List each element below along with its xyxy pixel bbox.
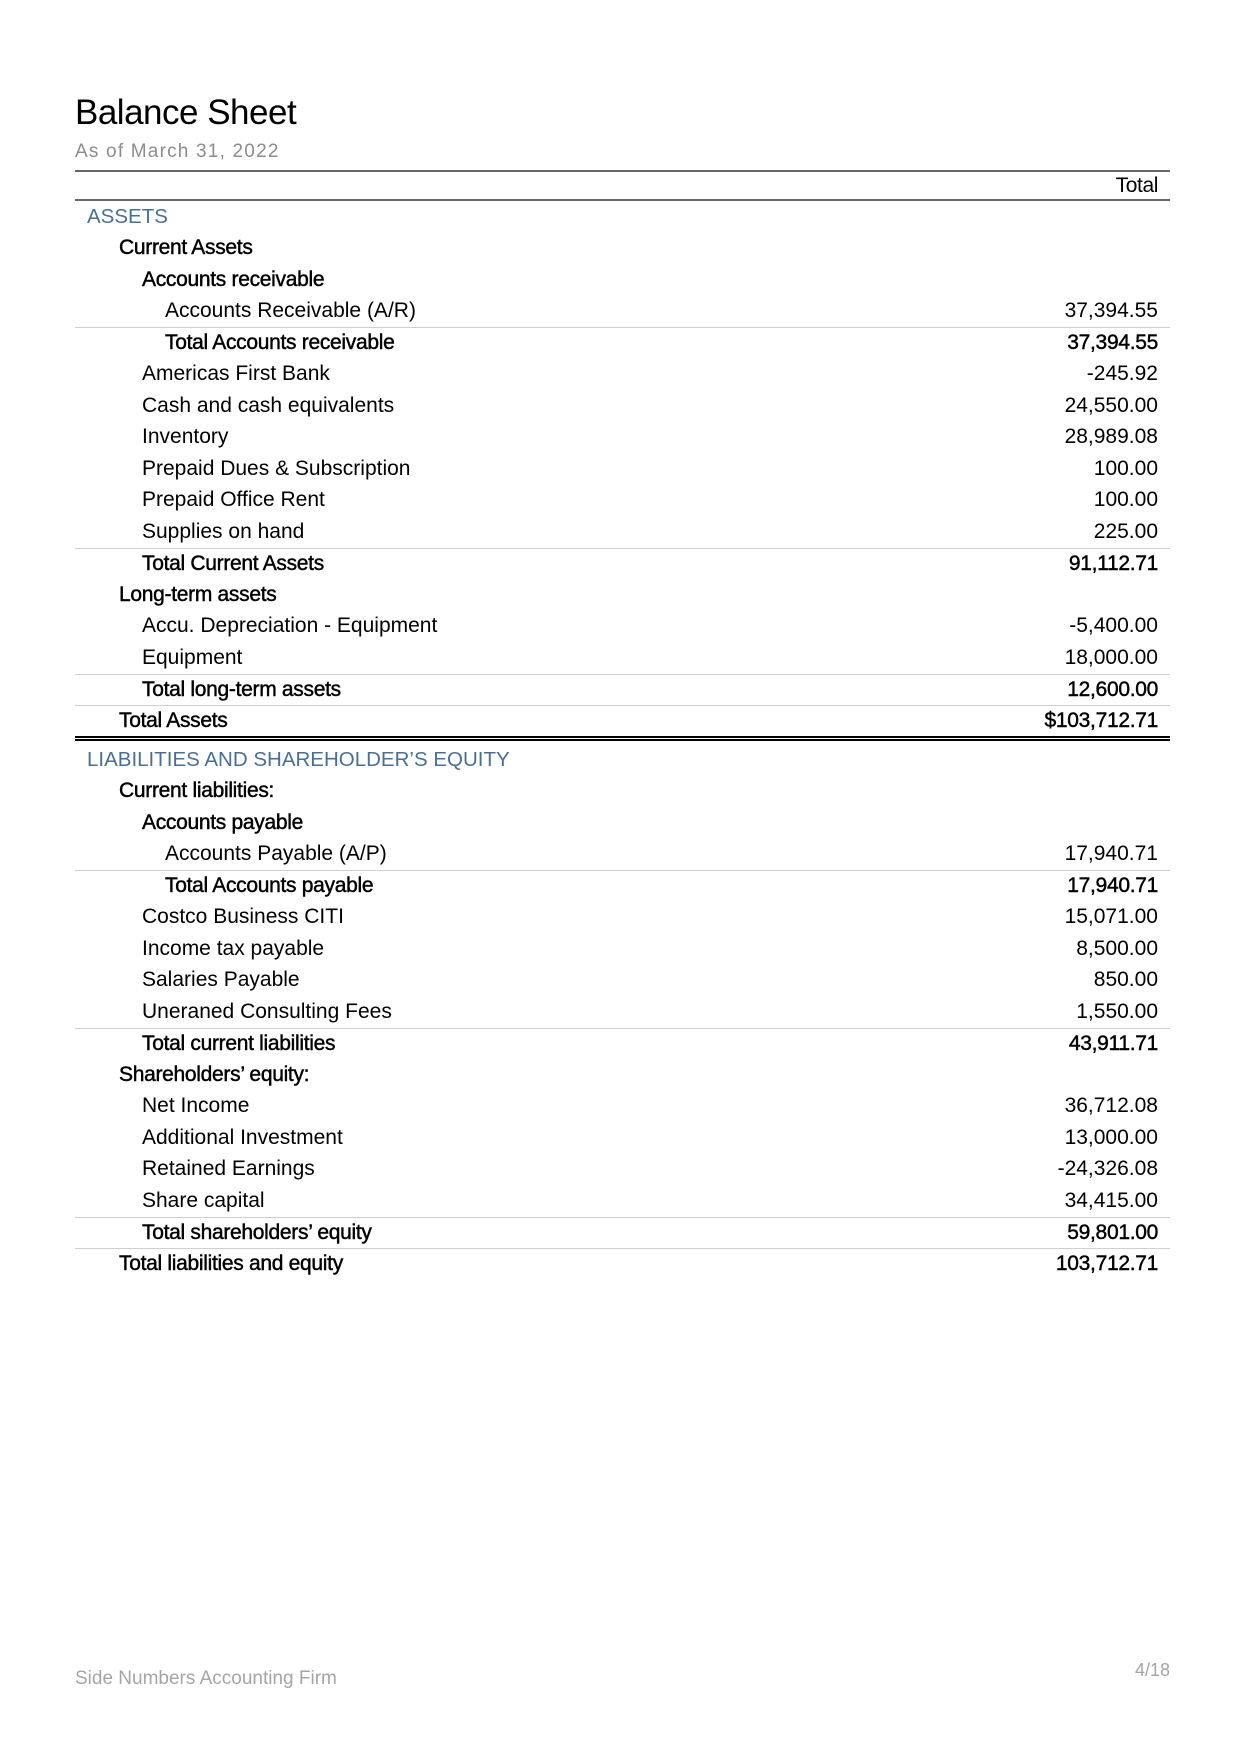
line-item-row bbox=[75, 642, 1170, 674]
row-label: Retained Earnings bbox=[142, 1157, 315, 1181]
row-amount: $103,712.71 bbox=[1044, 709, 1158, 732]
row-amount: -5,400.00 bbox=[1069, 614, 1158, 638]
total-row bbox=[75, 705, 1170, 741]
group-heading-row bbox=[75, 776, 1170, 808]
total-row bbox=[75, 1217, 1170, 1249]
row-label: Uneraned Consulting Fees bbox=[142, 999, 392, 1023]
page-subtitle: As of March 31, 2022 bbox=[75, 141, 280, 162]
row-label: LIABILITIES AND SHAREHOLDER’S EQUITY bbox=[87, 747, 510, 771]
row-label: Accounts Payable (A/P) bbox=[165, 842, 387, 866]
row-amount: 59,801.00 bbox=[1067, 1220, 1158, 1244]
line-item-row bbox=[75, 516, 1170, 548]
line-item-row bbox=[75, 1091, 1170, 1123]
row-label: Total Assets bbox=[119, 709, 228, 732]
line-item-row bbox=[75, 839, 1170, 871]
row-amount: -24,326.08 bbox=[1057, 1157, 1158, 1181]
row-label: Long-term assets bbox=[119, 582, 277, 606]
row-amount: 100.00 bbox=[1093, 456, 1158, 480]
column-header-row bbox=[75, 170, 1170, 201]
section-heading-row bbox=[75, 744, 1170, 776]
footer-firm-name: Side Numbers Accounting Firm bbox=[75, 1668, 337, 1689]
row-label: Inventory bbox=[142, 425, 229, 449]
row-amount: 24,550.00 bbox=[1064, 393, 1158, 417]
row-label: Total Accounts payable bbox=[165, 874, 374, 898]
row-label: Equipment bbox=[142, 645, 243, 669]
row-amount: 43,911.71 bbox=[1068, 1031, 1158, 1055]
row-label: Share capital bbox=[142, 1188, 265, 1212]
row-label: Total long-term assets bbox=[142, 677, 341, 701]
row-amount: 13,000.00 bbox=[1064, 1125, 1158, 1149]
line-item-row bbox=[75, 1154, 1170, 1186]
row-label: Salaries Payable bbox=[142, 968, 300, 992]
row-label: Total liabilities and equity bbox=[119, 1252, 343, 1276]
total-row bbox=[75, 548, 1170, 580]
row-amount: 8,500.00 bbox=[1076, 936, 1158, 960]
line-item-row bbox=[75, 485, 1170, 517]
row-label: Current liabilities: bbox=[119, 779, 275, 803]
report-rows bbox=[75, 201, 1170, 1280]
row-label: Income tax payable bbox=[142, 936, 325, 960]
row-label: Total current liabilities bbox=[142, 1031, 336, 1055]
total-row bbox=[75, 1248, 1170, 1280]
total-row bbox=[75, 674, 1170, 706]
row-label: Shareholders’ equity: bbox=[119, 1062, 310, 1086]
page-title: Balance Sheet bbox=[75, 93, 297, 132]
row-amount: 100.00 bbox=[1093, 488, 1158, 512]
row-label: Supplies on hand bbox=[142, 519, 305, 543]
row-label: Net Income bbox=[142, 1094, 250, 1118]
column-header-total: Total bbox=[1115, 173, 1158, 197]
row-amount: 15,071.00 bbox=[1064, 905, 1158, 929]
row-label: Prepaid Office Rent bbox=[142, 488, 325, 512]
group-heading-row bbox=[75, 807, 1170, 839]
row-label: Additional Investment bbox=[142, 1125, 343, 1149]
total-row bbox=[75, 1028, 1170, 1060]
group-heading-row bbox=[75, 1059, 1170, 1091]
row-label: Americas First Bank bbox=[142, 362, 330, 386]
group-heading-row bbox=[75, 264, 1170, 296]
row-amount: -245.92 bbox=[1086, 362, 1158, 386]
row-label: Cash and cash equivalents bbox=[142, 393, 395, 417]
line-item-row bbox=[75, 996, 1170, 1028]
row-label: Accu. Depreciation - Equipment bbox=[142, 614, 438, 638]
line-item-row bbox=[75, 902, 1170, 934]
total-row bbox=[75, 327, 1170, 359]
row-amount: 850.00 bbox=[1093, 968, 1158, 992]
row-label: Current Assets bbox=[119, 236, 253, 260]
row-amount: 28,989.08 bbox=[1064, 425, 1158, 449]
row-amount: 17,940.71 bbox=[1067, 874, 1158, 898]
line-item-row bbox=[75, 390, 1170, 422]
row-amount: 17,940.71 bbox=[1064, 842, 1158, 866]
row-amount: 37,394.55 bbox=[1067, 331, 1158, 355]
row-label: Total Accounts receivable bbox=[165, 331, 395, 355]
section-heading-row bbox=[75, 201, 1170, 233]
group-heading-row bbox=[75, 233, 1170, 265]
line-item-row bbox=[75, 1185, 1170, 1217]
row-label: Total shareholders’ equity bbox=[142, 1220, 372, 1244]
row-amount: 1,550.00 bbox=[1076, 999, 1158, 1023]
row-label: Total Current Assets bbox=[142, 551, 324, 575]
total-row bbox=[75, 870, 1170, 902]
line-item-row bbox=[75, 933, 1170, 965]
line-item-row bbox=[75, 422, 1170, 454]
line-item-row bbox=[75, 1122, 1170, 1154]
row-label: Accounts receivable bbox=[142, 267, 325, 291]
row-amount: 103,712.71 bbox=[1055, 1252, 1158, 1276]
group-heading-row bbox=[75, 579, 1170, 611]
row-amount: 36,712.08 bbox=[1064, 1094, 1158, 1118]
row-label: Prepaid Dues & Subscription bbox=[142, 456, 411, 480]
row-amount: 34,415.00 bbox=[1064, 1188, 1158, 1212]
row-amount: 225.00 bbox=[1093, 519, 1158, 543]
row-label: Accounts Receivable (A/R) bbox=[165, 299, 416, 323]
line-item-row bbox=[75, 296, 1170, 328]
row-label: Costco Business CITI bbox=[142, 905, 344, 929]
row-amount: 91,112.71 bbox=[1068, 551, 1158, 575]
line-item-row bbox=[75, 611, 1170, 643]
row-amount: 37,394.55 bbox=[1064, 299, 1158, 323]
row-amount: 18,000.00 bbox=[1064, 645, 1158, 669]
row-amount: 12,600.00 bbox=[1067, 677, 1158, 701]
line-item-row bbox=[75, 359, 1170, 391]
footer-page-number: 4/18 bbox=[1134, 1660, 1170, 1680]
line-item-row bbox=[75, 453, 1170, 485]
line-item-row bbox=[75, 965, 1170, 997]
balance-sheet-table bbox=[75, 170, 1170, 1280]
row-label: Accounts payable bbox=[142, 810, 303, 834]
row-label: ASSETS bbox=[87, 204, 168, 228]
